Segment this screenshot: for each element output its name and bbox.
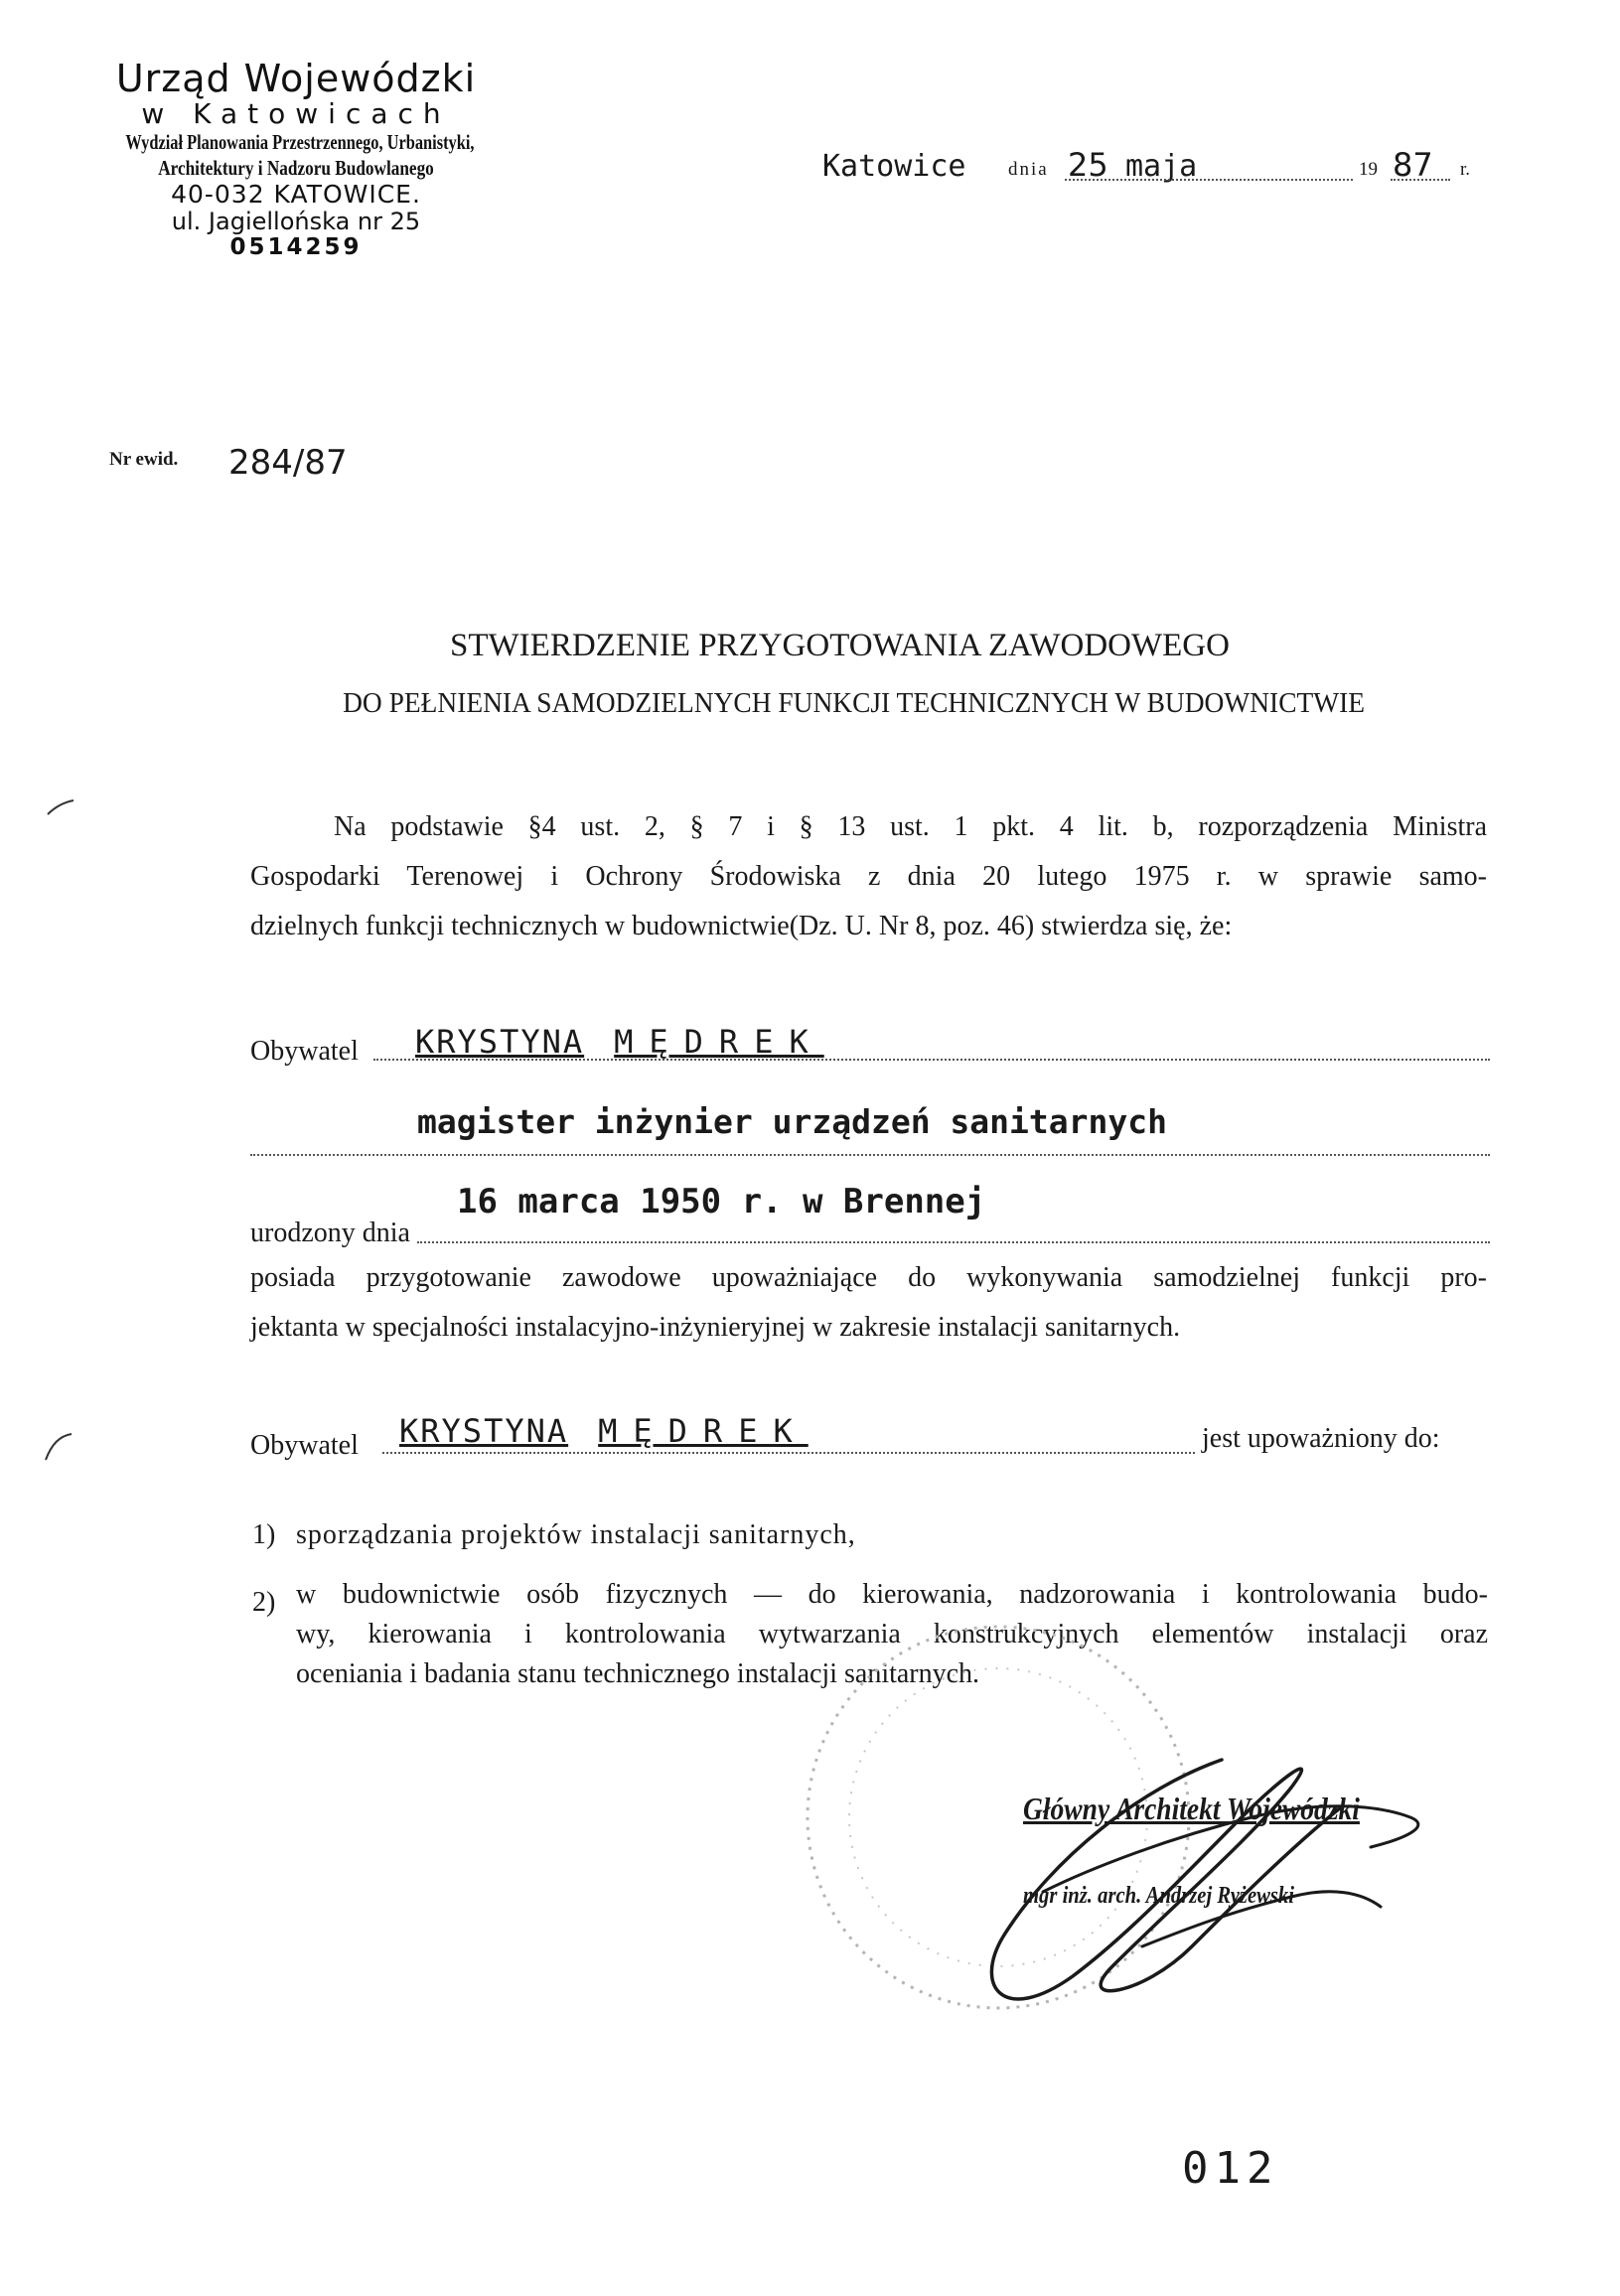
birth-date-place: 16 marca 1950 r. w Brennej <box>457 1182 986 1221</box>
date-month: maja <box>1125 149 1198 184</box>
stamp-street: ul. Jagiellońska nr 25 <box>171 208 421 235</box>
date-year: 87 <box>1393 146 1433 184</box>
citizen-degree: magister inżynier urządzeń sanitarnych <box>417 1102 1167 1141</box>
stamp-regon: 0514259 <box>229 234 363 260</box>
stamp-department-cont: Architektury i Nadzoru Budowlanego <box>158 156 434 180</box>
qualification-line-2: jektanta w specjalności instalacyjno-inżynieryjnej w zakresie instalacji sanitarnych. <box>250 1312 1181 1343</box>
citizen-label: Obywatel <box>250 1036 359 1067</box>
intro-line-2: Gospodarki Terenowej i Ochrony Środowiska z dnia 20 lutego 1975 r. w sprawie samo- <box>250 861 1487 892</box>
stamp-department: Wydział Planowania Przestrzennego, Urbanistyki, <box>125 130 475 154</box>
signatory-title: Główny Architekt Wojewódzki <box>1023 1791 1360 1826</box>
date-century: 19 <box>1359 159 1378 180</box>
stamp-postal-code: 40-032 KATOWICE. <box>171 180 421 209</box>
item-2-number: 2) <box>252 1587 276 1618</box>
qualification-line-1: posiada przygotowanie zawodowe upoważniające do wykonywania samodzielnej funkcji pro- <box>250 1262 1487 1293</box>
date-city: Katowice <box>822 149 966 184</box>
birth-label: urodzony dnia <box>250 1218 410 1248</box>
item-1-number: 1) <box>252 1519 276 1550</box>
signatory-name: mgr inż. arch. Andrzej Ryżewski <box>1023 1883 1294 1909</box>
stamp-city: w Katowicach <box>141 97 451 130</box>
document-subtitle: DO PEŁNIENIA SAMODZIELNYCH FUNKCJI TECHNICZNYCH W BUDOWNICTWIE <box>343 688 1366 719</box>
citizen2-surname: MĘDREK <box>598 1412 809 1450</box>
intro-line-3: dzielnych funkcji technicznych w budownictwie(Dz. U. Nr 8, poz. 46) stwierdza się, że: <box>250 911 1233 941</box>
intro-line-1: Na podstawie §4 ust. 2, § 7 i § 13 ust. 1 pkt. 4 lit. b, rozporządzenia Ministra <box>334 811 1487 842</box>
date-day: 25 <box>1068 146 1108 184</box>
citizen2-first-name: KRYSTYNA <box>399 1412 569 1450</box>
document-title: STWIERDZENIE PRZYGOTOWANIA ZAWODOWEGO <box>450 628 1230 663</box>
date-r: r. <box>1460 159 1471 180</box>
item-1-text: sporządzania projektów instalacji sanitarnych, <box>296 1519 856 1550</box>
item-2-line-1: w budownictwie osób fizycznych — do kierowania, nadzorowania i kontrolowania budo- <box>296 1579 1488 1610</box>
authorized-label: jest upoważniony do: <box>1202 1423 1440 1454</box>
citizen-surname: MĘDREK <box>614 1023 824 1061</box>
citizen2-label: Obywatel <box>250 1430 359 1461</box>
registration-number: 284/87 <box>228 443 348 483</box>
stamp-office-name: Urząd Wojewódzki <box>115 57 477 100</box>
page-number: 012 <box>1182 2143 1279 2194</box>
item-2-line-2: wy, kierowania i kontrolowania wytwarzania konstrukcyjnych elementów instalacji oraz <box>296 1619 1488 1650</box>
registration-label: Nr ewid. <box>109 449 179 470</box>
citizen-first-name: KRYSTYNA <box>415 1023 585 1061</box>
date-dnia-label: dnia <box>1008 159 1049 180</box>
item-2-line-3: oceniania i badania stanu technicznego instalacji sanitarnych. <box>296 1658 980 1689</box>
